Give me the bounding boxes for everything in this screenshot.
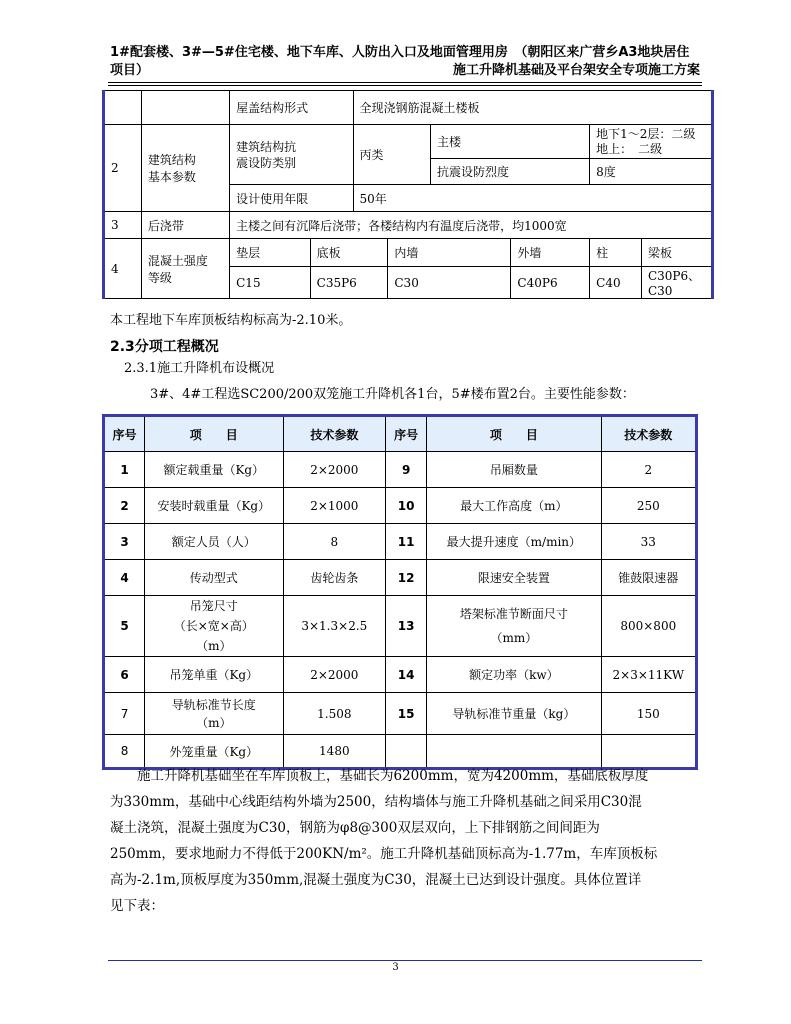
cell-no: 15 (386, 693, 427, 735)
cell-no: 11 (386, 524, 427, 560)
table-row (104, 488, 697, 524)
cell-value: 33 (601, 524, 696, 560)
cell-no: 7 (104, 693, 145, 735)
paragraph-line: 为330mm，基础中心线距结构外墙为2500，结构墙体与施工升降机基础之间采用C30混 (110, 794, 642, 810)
cell-value: 1480 (283, 735, 386, 769)
row-number: 3 (104, 212, 142, 239)
subsection-heading: 2.3.1施工升降机布设概况 (124, 361, 275, 376)
cell-item: 传动型式 (145, 560, 284, 596)
cell-value: 1.508 (283, 693, 386, 735)
seismic-intensity-value: 8度 (590, 159, 713, 185)
cell-no: 4 (104, 560, 145, 596)
foundation-description (110, 763, 698, 919)
cell-value: 3×1.3×2.5 (283, 596, 386, 657)
header-rule-thin (108, 85, 702, 86)
paragraph-line: 施工升降机基础坐在车库顶板上，基础长为6200mm，宽为4200mm，基础底板厚度 (110, 768, 649, 784)
cell-value: 8 (283, 524, 386, 560)
cell-item: 吊笼单重（Kg） (145, 657, 284, 693)
cell-item: 限速安全装置 (427, 560, 601, 596)
header-rule (108, 82, 702, 83)
row-number: 2 (104, 125, 142, 212)
header-cell: 序号 (104, 416, 145, 452)
design-life-value: 50年 (353, 185, 713, 212)
roof-structure-label: 屋盖结构形式 (230, 91, 353, 125)
concrete-header: 内墙 (388, 239, 511, 267)
concrete-value: C40P6 (511, 267, 590, 299)
main-building-label: 主楼 (431, 125, 590, 159)
table-row (104, 560, 697, 596)
concrete-value: C30P6、C30 (641, 267, 712, 299)
cell-item: 安装时载重量（Kg） (145, 488, 284, 524)
cell-no: 13 (386, 596, 427, 657)
cell-item: 最大工作高度（m） (427, 488, 601, 524)
header-doc-title: 施工升降机基础及平台架安全专项施工方案 (452, 63, 700, 78)
cell-item: 最大提升速度（m/min） (427, 524, 601, 560)
concrete-grade-label: 混凝土强度 等级 (141, 239, 229, 299)
cell-value: 锥鼓限速器 (601, 560, 696, 596)
cell-value: 2×3×11KW (601, 657, 696, 693)
cell-item: 额定人员（人） (145, 524, 284, 560)
seismic-intensity-label: 抗震设防烈度 (431, 159, 590, 185)
concrete-value: C35P6 (310, 267, 388, 299)
concrete-header: 梁板 (641, 239, 712, 267)
table-row (104, 524, 697, 560)
cell-value: 2×1000 (283, 488, 386, 524)
cell-item: 额定功率（kw） (427, 657, 601, 693)
page-number: 3 (392, 962, 399, 973)
paragraph-line: 见下表： (110, 898, 164, 914)
post-cast-strip-value: 主楼之间有沉降后浇带；各楼结构内有温度后浇带，均1000宽 (230, 212, 713, 239)
row-number: 4 (104, 239, 142, 299)
header-cell: 序号 (386, 416, 427, 452)
header-line-1: 1#配套楼、3#—5#住宅楼、地下车库、人防出入口及地面管理用房 （朝阳区来广营乡A3地块居住 (110, 45, 690, 60)
header-cell: 项 目 (145, 416, 284, 452)
concrete-header: 柱 (590, 239, 642, 267)
concrete-header: 垫层 (230, 239, 311, 267)
table-row (104, 452, 697, 488)
hoist-intro: 3#、4#工程选SC200/200双笼施工升降机各1台，5#楼布置2台。主要性能参数： (150, 387, 635, 402)
section-heading: 2.3分项工程概况 (110, 339, 219, 355)
structure-parameters-table (102, 90, 714, 299)
seismic-class-value: 丙类 (353, 125, 431, 185)
cell-item: 吊厢数量 (427, 452, 601, 488)
table-header-row (104, 416, 697, 452)
seismic-class-label: 建筑结构抗 震设防类别 (230, 125, 353, 185)
paragraph-line: 高为-2.1m,顶板厚度为350mm,混凝土强度为C30，混凝土已达到设计强度。具体位置详 (110, 872, 642, 888)
cell-no: 9 (386, 452, 427, 488)
cell-no: 12 (386, 560, 427, 596)
header-cell: 项 目 (427, 416, 601, 452)
cell-no: 8 (104, 735, 145, 769)
cell-value: 2×2000 (283, 657, 386, 693)
header-project-suffix: 项目） (110, 63, 150, 78)
concrete-value: C30 (388, 267, 511, 299)
cell-item: 吊笼尺寸 （长×宽×高） （m） (145, 596, 284, 657)
cell-no: 5 (104, 596, 145, 657)
concrete-header: 外墙 (511, 239, 590, 267)
header-line-2 (110, 62, 700, 79)
header-cell: 技术参数 (283, 416, 386, 452)
cell-item: 导轨标准节长度 （m） (145, 693, 284, 735)
hoist-performance-table (102, 414, 698, 770)
cell-no: 14 (386, 657, 427, 693)
cell-value: 2 (601, 452, 696, 488)
cell-no: 10 (386, 488, 427, 524)
concrete-header: 底板 (310, 239, 388, 267)
design-life-label: 设计使用年限 (230, 185, 353, 212)
footer-rule (108, 960, 702, 961)
roof-structure-value: 全现浇钢筋混凝土楼板 (353, 91, 713, 125)
paragraph-line: 250mm，要求地耐力不得低于200KN/m²。施工升降机基础顶标高为-1.77m，车库顶板标 (110, 846, 658, 862)
table-row (104, 693, 697, 735)
roof-elevation-note: 本工程地下车库顶板结构标高为-2.10米。 (110, 313, 352, 328)
main-building-grade: 地下1～2层：二级 地上： 二级 (590, 125, 713, 159)
post-cast-strip-label: 后浇带 (141, 212, 229, 239)
paragraph-line: 凝土浇筑，混凝土强度为C30，钢筋为φ8@300双层双向，上下排钢筋之间间距为 (110, 820, 600, 836)
cell-item: 塔架标准节断面尺寸 （mm） (427, 596, 601, 657)
table-row (104, 596, 697, 657)
cell-item: 额定载重量（Kg） (145, 452, 284, 488)
cell-no: 6 (104, 657, 145, 693)
header-cell: 技术参数 (601, 416, 696, 452)
cell-value: 2×2000 (283, 452, 386, 488)
cell-value: 齿轮齿条 (283, 560, 386, 596)
cell-value: 150 (601, 693, 696, 735)
concrete-value: C40 (590, 267, 642, 299)
concrete-value: C15 (230, 267, 311, 299)
cell-item: 导轨标准节重量（kg） (427, 693, 601, 735)
cell-value: 800×800 (601, 596, 696, 657)
cell-no: 3 (104, 524, 145, 560)
cell-value: 250 (601, 488, 696, 524)
table-row (104, 657, 697, 693)
cell-item: 外笼重量（Kg） (145, 735, 284, 769)
cell-no: 1 (104, 452, 145, 488)
structure-basic-params-label: 建筑结构 基本参数 (141, 125, 229, 212)
cell-no: 2 (104, 488, 145, 524)
